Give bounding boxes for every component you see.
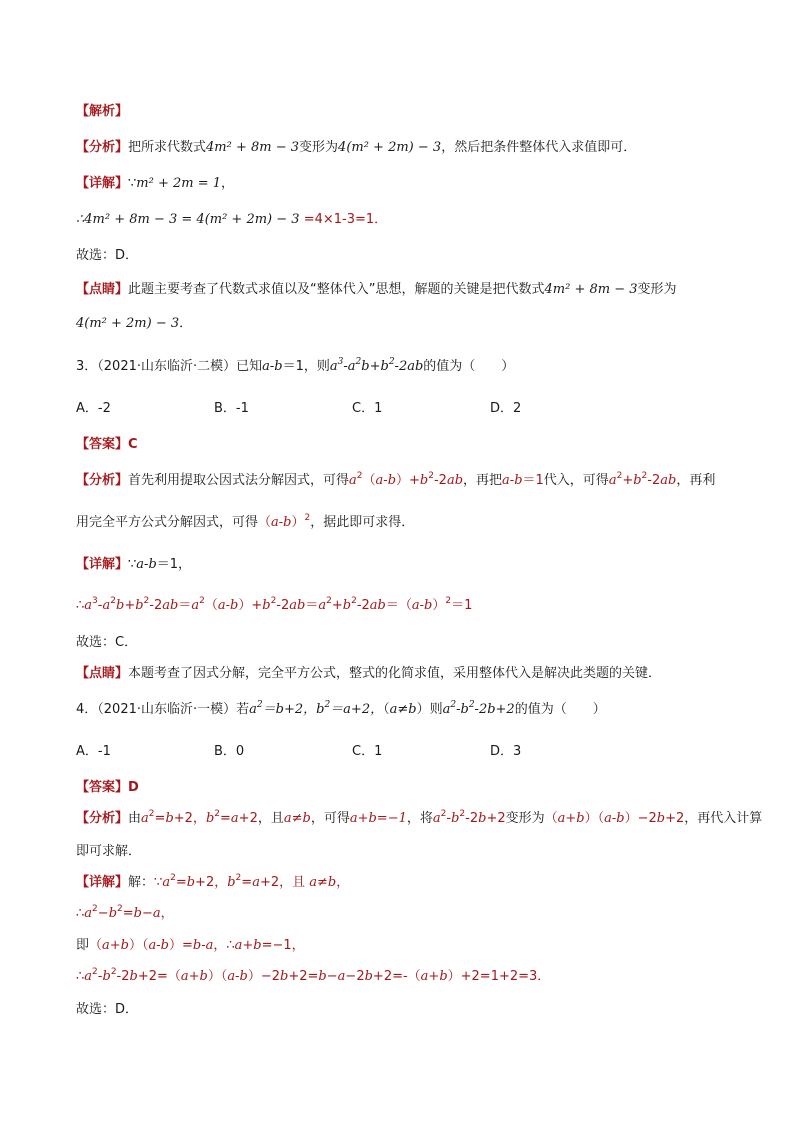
q4-expr-3: a+b=−1 bbox=[349, 811, 407, 826]
q3-expr-3: $a^2+b^2-2ab$ bbox=[608, 470, 677, 488]
q3-option-c: C．1 bbox=[352, 401, 383, 416]
q4-option-c: C．1 bbox=[352, 744, 383, 759]
sec1-calc: ∴4m² + 8m − 3 = 4(m² + 2m) − 3 =4×1-3=1． bbox=[76, 212, 388, 227]
q4-expr-2: a≠b bbox=[283, 811, 311, 826]
q3-calc-expr: $\therefore a^3-a^2b+b^2-2ab=a^2(a-b)+b^2-2ab=a^2+b^2-2ab=(a-b)^2=1$ bbox=[76, 595, 473, 613]
q4-stem-expr: $a^2-b^2-2b+2$ bbox=[442, 699, 515, 717]
q3-analysis-cont: 用完全平方公式分解因式，可得$(a-b)^2$，据此即可求得． bbox=[76, 512, 415, 530]
q4-option-d: D．3 bbox=[490, 744, 522, 759]
q4-option-b: B．0 bbox=[214, 744, 245, 759]
q3-detail-ab: a-b bbox=[136, 557, 157, 572]
q4-options bbox=[76, 743, 734, 761]
sec1-detail: 【详解】∵m² + 2m = 1， bbox=[76, 176, 235, 191]
q4-expr-1: $a^2=b+2$，$b^2=a+2$ bbox=[141, 808, 258, 826]
q3-option-d: D．2 bbox=[490, 401, 522, 416]
q4-stem-cond: $a^2=b+2$，$b^2=a+2$， bbox=[249, 699, 384, 717]
q4-step-1-expr: $\therefore a^2-b^2=b-a$， bbox=[76, 903, 174, 921]
q4-expr-5: （a+b）（a-b）−2b+2 bbox=[544, 811, 685, 826]
sec1-choice: 故选：D． bbox=[76, 248, 139, 263]
q4-choice: 故选：D． bbox=[76, 1002, 139, 1017]
q3-choice: 故选：C． bbox=[76, 635, 138, 650]
q3-options bbox=[76, 400, 734, 418]
q3-analysis: 【分析】首先利用提取公因式法分解因式，可得$a^2(a-b)+b^2-2ab$，再把a-b＝1代入，可得$a^2+b^2-2ab$，再利 bbox=[76, 470, 716, 488]
q4-analysis: 【分析】由$a^2=b+2$，$b^2=a+2$，且a≠b，可得a+b=−1，将$a^2-b^2-2b+2$变形为（a+b）（a-b）−2b+2，再代入计算 bbox=[76, 808, 763, 826]
q3-expr-4: $(a-b)^2$ bbox=[258, 512, 311, 530]
q4-step-1 bbox=[76, 905, 734, 923]
sec1-comment: 【点睛】此题主要考查了代数式求值以及“整体代入”思想，解题的关键是把代数式4m² + 8m − 3变形为 bbox=[76, 282, 677, 297]
q4-analysis-cont: 即可求解． bbox=[76, 844, 142, 859]
q3-answer: 【答案】C bbox=[76, 437, 138, 452]
q3-option-a: A．-2 bbox=[76, 401, 111, 416]
sec1-comment-cont: 4(m² + 2m) − 3． bbox=[76, 316, 193, 331]
q3-option-b: B．-1 bbox=[214, 401, 249, 416]
q4-detail-cond: $\because a^2=b+2$，$b^2=a+2$，且 a≠b， bbox=[154, 872, 350, 890]
q4-step-2: 即（a+b）（a-b）=b-a，∴a+b=−1， bbox=[76, 938, 305, 953]
q3-stem-expr: $a^3-a^2b+b^2-2ab$ bbox=[329, 356, 424, 374]
sec1-analysis: 【分析】把所求代数式4m² + 8m − 3变形为4(m² + 2m) − 3，然后把条件整体代入求值即可． bbox=[76, 140, 637, 155]
q3-expr-2: a-b＝1 bbox=[502, 473, 544, 488]
q4-answer: 【答案】D bbox=[76, 780, 139, 795]
q4-step-3 bbox=[76, 968, 734, 986]
q4-step-2-expr: （a+b）（a-b）=b-a，∴a+b=−1， bbox=[89, 938, 305, 953]
q4-step-3-expr: $\therefore a^2-b^2-2b+2=(a+b)(a-b)-2b+2=b-a-2b+2=-(a+b)+2=1+2=3$． bbox=[76, 966, 551, 984]
q3-detail: 【详解】∵a-b＝1， bbox=[76, 557, 192, 572]
q3-stem: 3．（2021·山东临沂·二模）已知a-b＝1，则$a^3-a^2b+b^2-2ab$的值为（ ） bbox=[76, 356, 515, 374]
q3-calc bbox=[76, 597, 734, 615]
q4-stem-neq: a≠b bbox=[389, 702, 417, 717]
q4-detail: 【详解】解：$\because a^2=b+2$，$b^2=a+2$，且 a≠b， bbox=[76, 872, 350, 890]
q4-stem: 4．（2021·山东临沂·一模）若$a^2=b+2$，$b^2=a+2$，（a≠b）则$a^2-b^2-2b+2$的值为（ ） bbox=[76, 699, 606, 717]
q4-expr-4: $a^2-b^2-2b+2$ bbox=[432, 808, 506, 826]
q4-option-a: A．-1 bbox=[76, 744, 111, 759]
q3-expr-1: $a^2(a-b)+b^2-2ab$ bbox=[349, 470, 464, 488]
jiexi-heading: 【解析】 bbox=[76, 104, 129, 119]
q3-comment: 【点睛】本题考查了因式分解，完全平方公式，整式的化简求值，采用整体代入是解决此类题的关键． bbox=[76, 666, 662, 681]
